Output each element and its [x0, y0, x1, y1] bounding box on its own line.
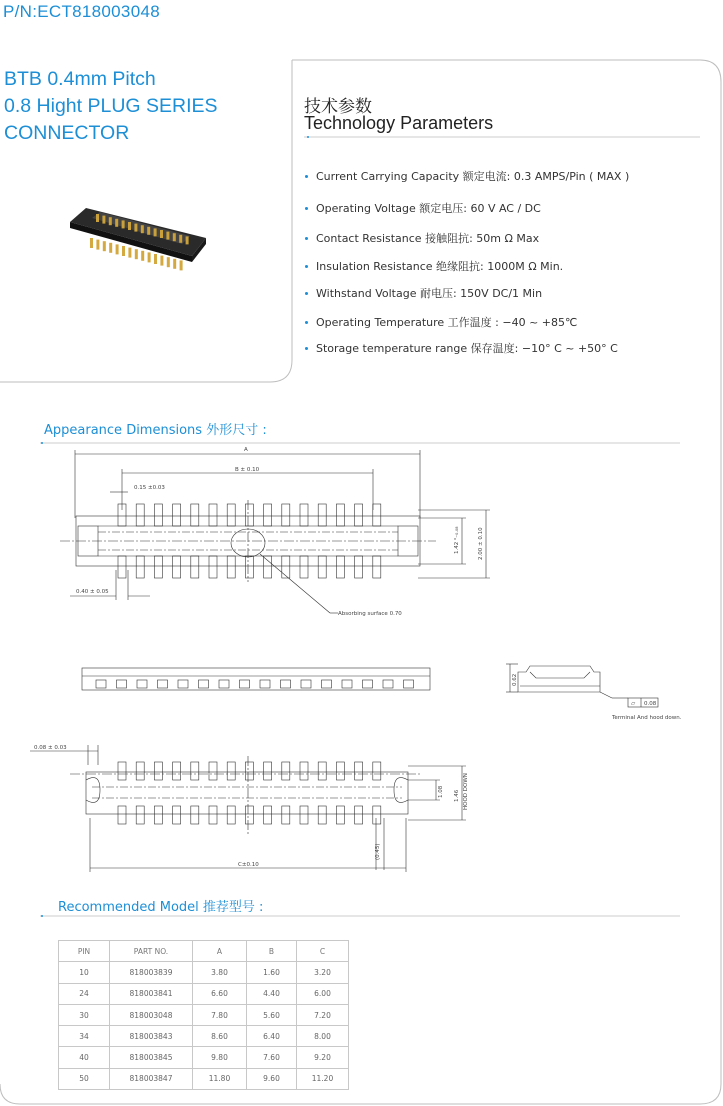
- bullet-icon: [305, 207, 308, 210]
- drawing-pin: [199, 680, 209, 688]
- drawing-pin: [373, 556, 381, 578]
- drawing-pin: [318, 762, 326, 780]
- param-storage-temp: Storage temperature range 保存温度: −10° C ~ +50° C: [305, 340, 618, 356]
- table-cell: 11.20: [297, 1068, 349, 1089]
- table-row: [59, 983, 349, 1004]
- drawing-pin: [282, 762, 290, 780]
- drawing-pin: [355, 806, 363, 824]
- table-row: [59, 1004, 349, 1025]
- drawing-pin: [336, 504, 344, 526]
- drawing-pin: [281, 680, 291, 688]
- drawing-pin: [227, 806, 235, 824]
- absorbing-label: Absorbing surface 0.70: [338, 611, 402, 617]
- drawing-pin: [191, 806, 199, 824]
- drawing-pin: [322, 680, 332, 688]
- table-cell: 818003845: [110, 1047, 193, 1068]
- drawing-pin: [264, 762, 272, 780]
- table-cell: 34: [59, 1026, 110, 1047]
- table-cell: 8.00: [297, 1026, 349, 1047]
- photo-pin: [135, 249, 138, 259]
- drawing-pin: [245, 762, 253, 780]
- photo-pin: [160, 230, 163, 238]
- photo-pin: [96, 214, 99, 222]
- table-cell: 10: [59, 962, 110, 983]
- photo-pin: [115, 219, 118, 227]
- photo-pin: [109, 217, 112, 225]
- drawing-pin: [154, 504, 162, 526]
- dim-146-label: 1.46: [454, 789, 460, 802]
- drawing-pin: [209, 806, 217, 824]
- photo-pin: [173, 233, 176, 241]
- drawing-pin: [158, 680, 168, 688]
- drawing-pin: [301, 680, 311, 688]
- drawing-pin: [173, 762, 181, 780]
- param-current: Current Carrying Capacity 额定电流: 0.3 AMPS/Pin ( MAX ): [305, 168, 629, 184]
- table-row: [59, 1068, 349, 1089]
- table-row: [59, 1047, 349, 1068]
- dim-hood-label: HOOD DOWN: [463, 773, 469, 810]
- table-cell: 3.80: [193, 962, 247, 983]
- photo-pin: [148, 252, 151, 262]
- photo-pin: [116, 244, 119, 254]
- photo-pin: [166, 232, 169, 240]
- drawing-pin: [209, 762, 217, 780]
- drawing-pin: [245, 504, 253, 526]
- photo-pin: [128, 248, 131, 258]
- param-operating-temp: Operating Temperature 工作温度 : −40 ~ +85℃: [305, 314, 577, 330]
- drawing-pin: [118, 762, 126, 780]
- photo-pin: [134, 224, 137, 232]
- drawing-pin: [154, 556, 162, 578]
- table-cell: 1.60: [247, 962, 297, 983]
- drawing-pin: [336, 762, 344, 780]
- photo-pin: [128, 222, 131, 230]
- param-voltage: Operating Voltage 额定电压: 60 V AC / DC: [305, 200, 541, 216]
- drawing-pin: [227, 762, 235, 780]
- table-cell: 50: [59, 1068, 110, 1089]
- photo-pin: [96, 240, 99, 250]
- drawing-pin: [136, 806, 144, 824]
- photo-pin: [141, 251, 144, 261]
- dim-045-label: (0.45): [375, 843, 381, 860]
- bullet-icon: [305, 237, 308, 240]
- table-cell: 6.00: [297, 983, 349, 1004]
- drawing-pin: [245, 806, 253, 824]
- part-number: P/N:ECT818003048: [3, 2, 160, 21]
- table-cell: 40: [59, 1047, 110, 1068]
- drawing-pin: [318, 806, 326, 824]
- drawing-pin: [178, 680, 188, 688]
- table-cell: 11.80: [193, 1068, 247, 1089]
- drawing-pin: [282, 556, 290, 578]
- drawing-pin: [300, 806, 308, 824]
- col-part-header: PART NO.: [110, 941, 193, 962]
- table-cell: 818003839: [110, 962, 193, 983]
- drawing-pin: [355, 504, 363, 526]
- dim-040-label: 0.40 ± 0.05: [76, 589, 109, 595]
- table-cell: 9.60: [247, 1068, 297, 1089]
- drawing-pin: [191, 762, 199, 780]
- table-cell: 3.20: [297, 962, 349, 983]
- drawing-pin: [117, 680, 127, 688]
- photo-pin: [147, 227, 150, 235]
- drawing-pin: [300, 504, 308, 526]
- drawing-pin: [240, 680, 250, 688]
- title-line-3: CONNECTOR: [4, 122, 130, 144]
- dim-b-label: B ± 0.10: [235, 467, 260, 473]
- dim-062-label: 0.62: [512, 673, 518, 686]
- dim-142-label: 1.42 ⁰₋₀.₀₈: [454, 526, 460, 554]
- drawing-pin: [336, 806, 344, 824]
- photo-pin: [179, 235, 182, 243]
- drawing-pin: [264, 504, 272, 526]
- drawing-pin: [342, 680, 352, 688]
- flatness-symbol-icon: ▱: [631, 701, 636, 707]
- drawing-pin: [209, 504, 217, 526]
- drawing-pin: [173, 556, 181, 578]
- photo-pin: [154, 254, 157, 264]
- photo-pin: [173, 259, 176, 269]
- drawing-pin: [318, 556, 326, 578]
- drawing-pin: [96, 680, 106, 688]
- col-c-header: C: [297, 941, 349, 962]
- param-insulation: Insulation Resistance 绝缘阻抗: 1000M Ω Min.: [305, 258, 563, 274]
- param-withstand: Withstand Voltage 耐电压: 150V DC/1 Min: [305, 285, 542, 301]
- photo-pin: [122, 220, 125, 228]
- drawing-pin: [404, 680, 414, 688]
- drawing-pin: [227, 556, 235, 578]
- col-pin-header: PIN: [59, 941, 110, 962]
- table-header-row: [59, 941, 349, 962]
- drawing-pin: [137, 680, 147, 688]
- table-cell: 8.60: [193, 1026, 247, 1047]
- table-cell: 9.20: [297, 1047, 349, 1068]
- drawing-pin: [300, 556, 308, 578]
- appearance-title: Appearance Dimensions 外形尺寸 :: [44, 423, 267, 438]
- drawing-pin: [136, 504, 144, 526]
- drawing-pin: [282, 504, 290, 526]
- drawing-pin: [136, 556, 144, 578]
- drawing-pin: [245, 556, 253, 578]
- photo-pin: [154, 228, 157, 236]
- drawing-pin: [260, 680, 270, 688]
- drawing-pin: [355, 556, 363, 578]
- technical-drawing: [0, 440, 723, 900]
- photo-pin: [141, 225, 144, 233]
- drawing-pin: [264, 806, 272, 824]
- flatness-label: 0.08: [644, 701, 657, 707]
- drawing-pin: [191, 504, 199, 526]
- dim-015-label: 0.15 ±0.03: [134, 485, 165, 491]
- tech-title-en: Technology Parameters: [304, 113, 494, 133]
- drawing-pin: [209, 556, 217, 578]
- drawing-pin: [191, 556, 199, 578]
- drawing-pin: [136, 762, 144, 780]
- recommended-model-table: [58, 940, 349, 1090]
- table-cell: 818003841: [110, 983, 193, 1004]
- table-cell: 4.40: [247, 983, 297, 1004]
- recommended-title: Recommended Model 推荐型号 :: [58, 900, 264, 915]
- drawing-pin: [282, 806, 290, 824]
- drawing-pin: [355, 762, 363, 780]
- table-cell: 818003843: [110, 1026, 193, 1047]
- dim-108-label: 1.08: [438, 785, 444, 798]
- drawing-pin: [154, 806, 162, 824]
- drawing-pin: [373, 504, 381, 526]
- bullet-icon: [305, 265, 308, 268]
- bullet-icon: [305, 175, 308, 178]
- bullet-icon: [305, 321, 308, 324]
- table-row: [59, 962, 349, 983]
- table-cell: 6.40: [247, 1026, 297, 1047]
- photo-pin: [186, 236, 189, 244]
- drawing-pin: [264, 556, 272, 578]
- table-cell: 7.80: [193, 1004, 247, 1025]
- bullet-icon: [305, 292, 308, 295]
- bullet-icon: [305, 347, 308, 350]
- table-cell: 818003847: [110, 1068, 193, 1089]
- table-cell: 7.60: [247, 1047, 297, 1068]
- drawing-pin: [318, 504, 326, 526]
- table-cell: 24: [59, 983, 110, 1004]
- drawing-pin: [173, 806, 181, 824]
- table-cell: 7.20: [297, 1004, 349, 1025]
- drawing-pin: [173, 504, 181, 526]
- dim-a-label: A: [244, 447, 248, 453]
- drawing-pin: [118, 556, 126, 578]
- photo-pin: [122, 246, 125, 256]
- dim-008-label: 0.08 ± 0.03: [34, 745, 67, 751]
- product-image: [66, 200, 216, 280]
- table-row: [59, 1026, 349, 1047]
- drawing-pin: [219, 680, 229, 688]
- dim-200-label: 2.00 ± 0.10: [478, 527, 484, 560]
- title-line-1: BTB 0.4mm Pitch: [4, 68, 156, 90]
- photo-pin: [109, 243, 112, 253]
- drawing-pin: [383, 680, 393, 688]
- drawing-pin: [363, 680, 373, 688]
- drawing-pin: [373, 762, 381, 780]
- tech-title-zh: 技术参数: [304, 97, 372, 117]
- col-a-header: A: [193, 941, 247, 962]
- drawing-pin: [118, 806, 126, 824]
- drawing-pin: [300, 762, 308, 780]
- photo-pin: [102, 216, 105, 224]
- table-cell: 5.60: [247, 1004, 297, 1025]
- photo-pin: [167, 257, 170, 267]
- drawing-pin: [336, 556, 344, 578]
- dim-c-label: C±0.10: [238, 862, 259, 868]
- param-contact-resistance: Contact Resistance 接触阻抗: 50m Ω Max: [305, 230, 539, 246]
- table-cell: 818003048: [110, 1004, 193, 1025]
- photo-pin: [103, 241, 106, 251]
- table-cell: 6.60: [193, 983, 247, 1004]
- table-cell: 30: [59, 1004, 110, 1025]
- terminal-note: Terminal And hood down.: [612, 715, 682, 721]
- product-title: [4, 66, 218, 147]
- photo-pin: [90, 238, 93, 248]
- table-cell: 9.80: [193, 1047, 247, 1068]
- photo-pin: [180, 260, 183, 270]
- col-b-header: B: [247, 941, 297, 962]
- photo-pin: [160, 256, 163, 266]
- drawing-pin: [373, 806, 381, 824]
- title-line-2: 0.8 Hight PLUG SERIES: [4, 95, 218, 117]
- drawing-pin: [227, 504, 235, 526]
- drawing-pin: [154, 762, 162, 780]
